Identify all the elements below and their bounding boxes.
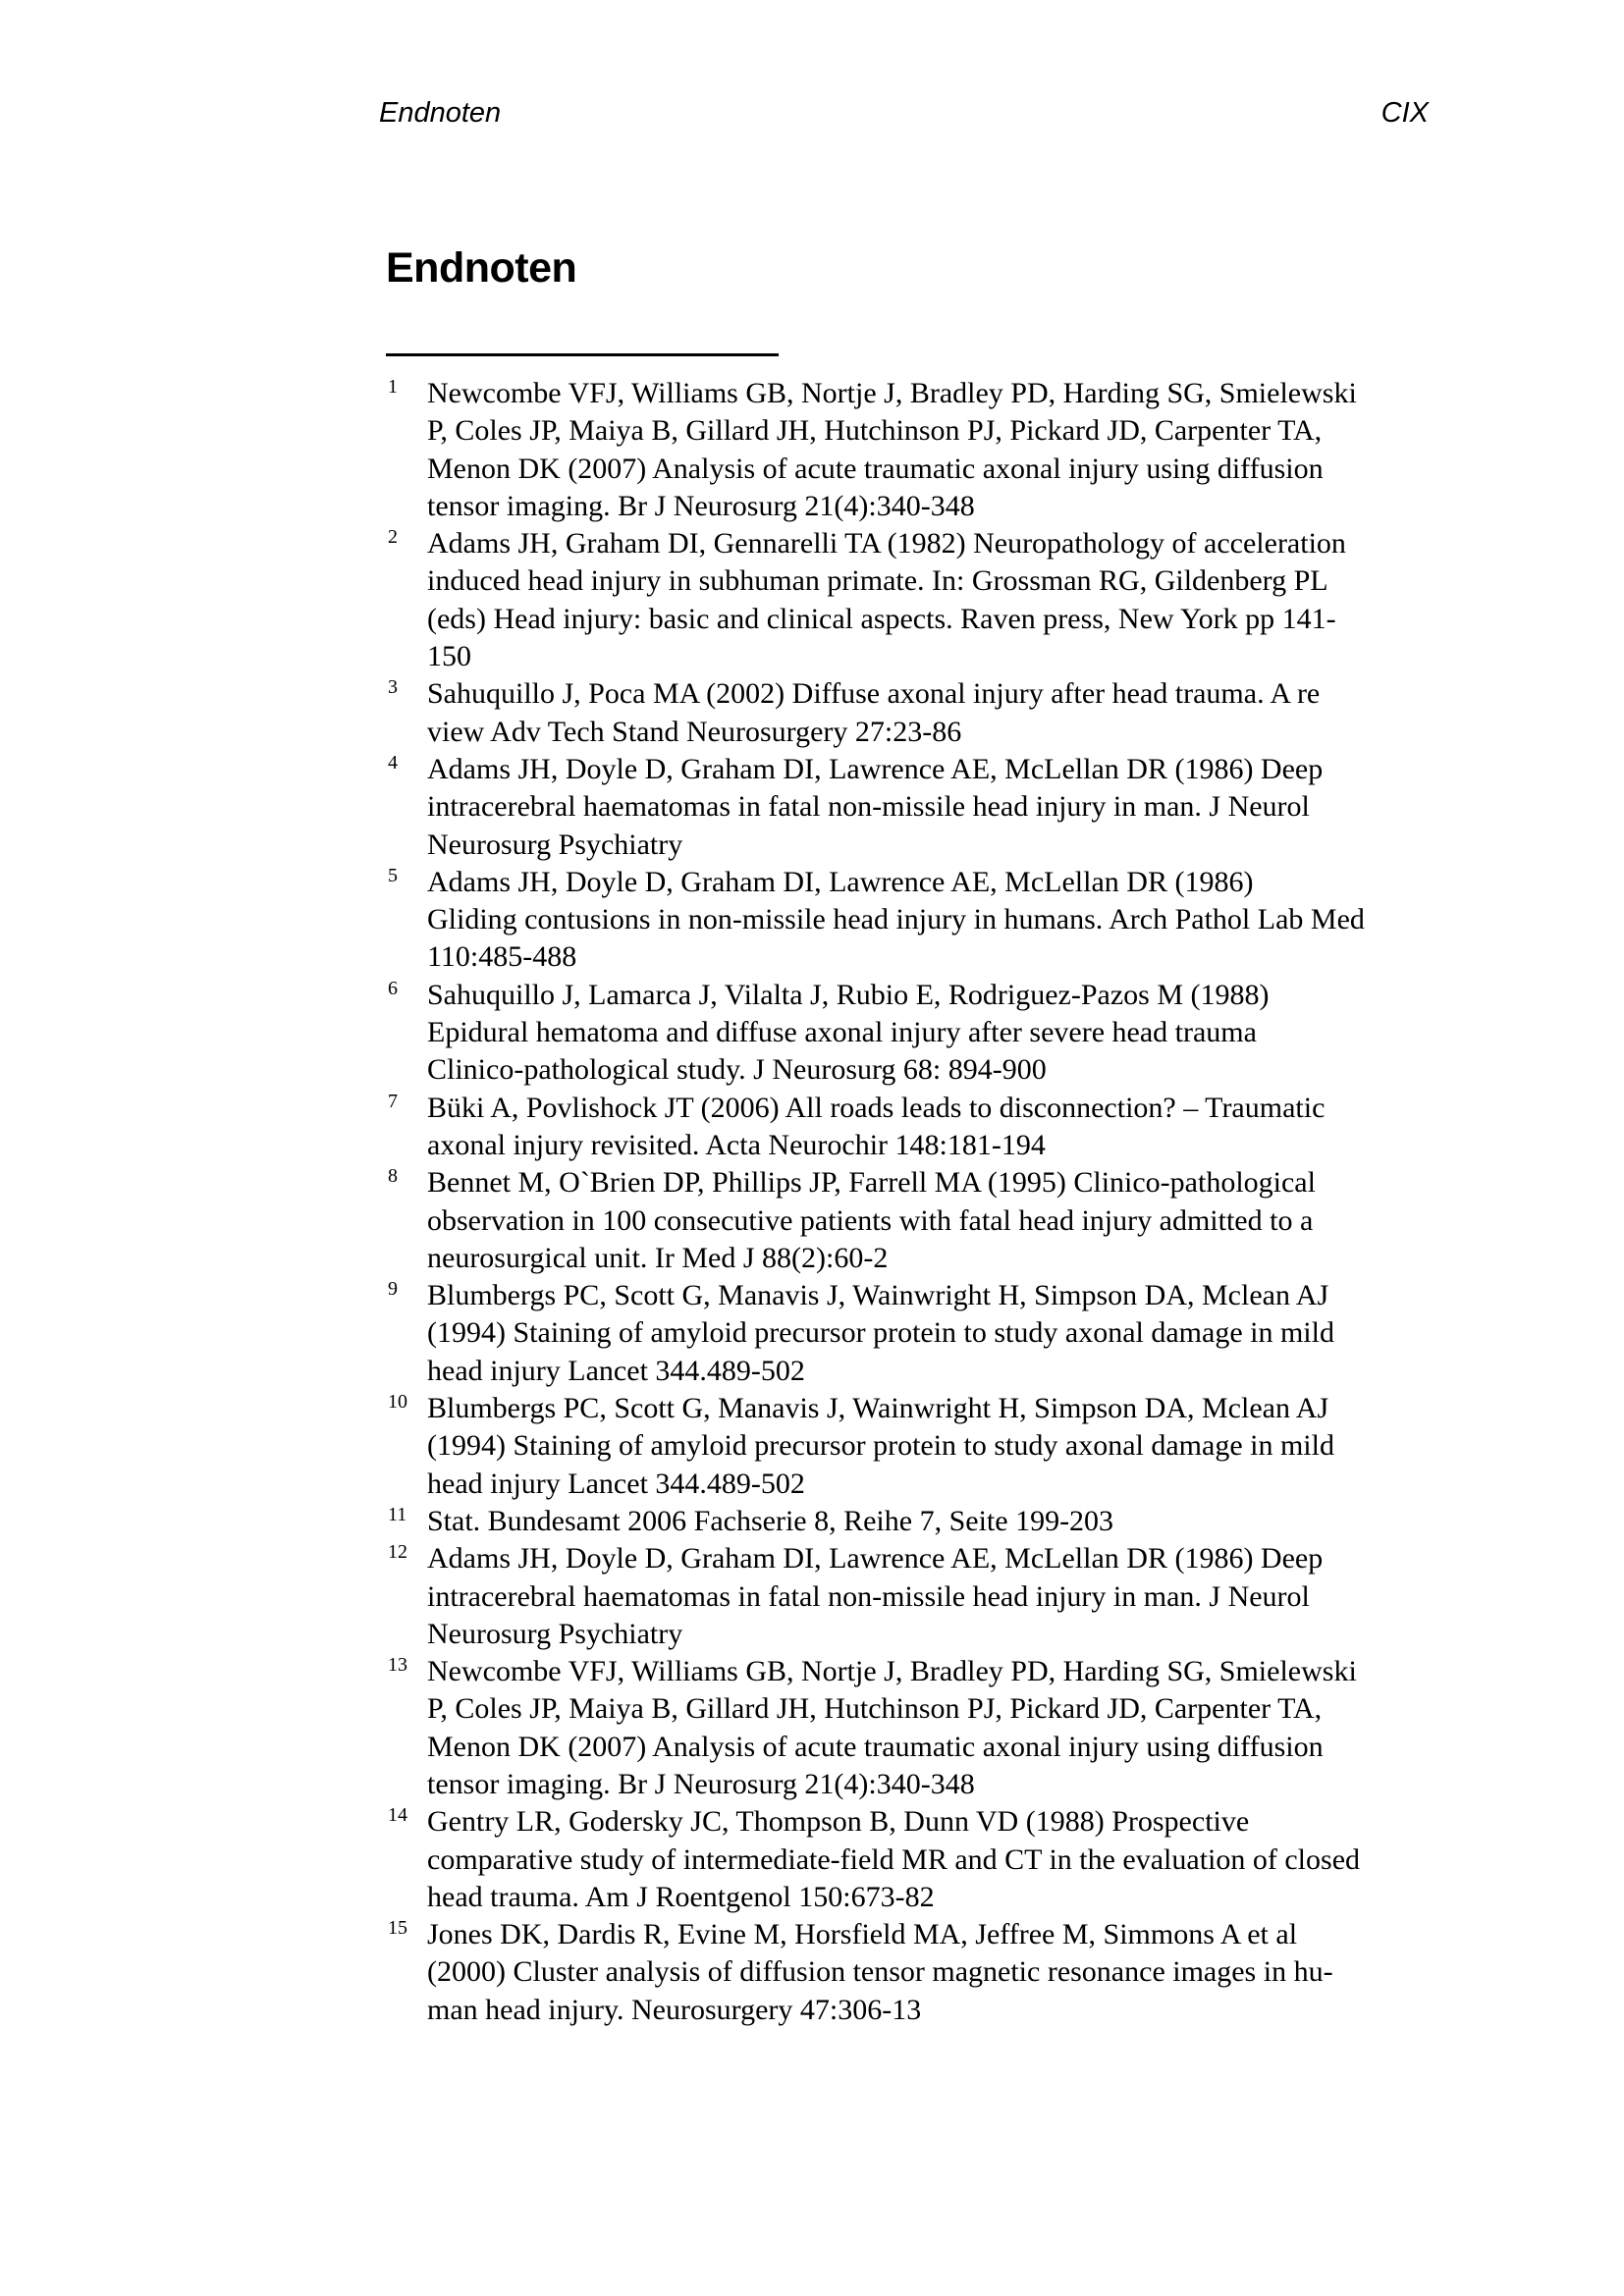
endnote-number: 6 [388, 977, 398, 999]
endnote-line: 150 [427, 640, 471, 673]
endnote-number: 12 [388, 1541, 407, 1564]
endnote [388, 1503, 1497, 1540]
endnote-line: P, Coles JP, Maiya B, Gillard JH, Hutchinson PJ, Pickard JD, Carpenter TA, [427, 414, 1323, 448]
endnote-number: 2 [388, 526, 398, 549]
endnote-line: Sahuquillo J, Lamarca J, Vilalta J, Rubio E, Rodriguez-Pazos M (1988) [427, 978, 1270, 1011]
endnote-line: observation in 100 consecutive patients with fatal head injury admitted to a [427, 1203, 1314, 1237]
endnote-line: (eds) Head injury: basic and clinical aspects. Raven press, New York pp 141- [427, 602, 1336, 635]
endnote-line: neurosurgical unit. Ir Med J 88(2):60-2 [427, 1241, 889, 1274]
endnote-line: 110:485-488 [427, 940, 577, 974]
endnote [388, 977, 1497, 1090]
endnote [388, 375, 1497, 525]
endnote-line: tensor imaging. Br J Neurosurg 21(4):340-348 [427, 1767, 975, 1800]
endnote-line: axonal injury revisited. Acta Neurochir 148:181-194 [427, 1128, 1046, 1161]
endnote-line: Sahuquillo J, Poca MA (2002) Diffuse axonal injury after head trauma. A re [427, 677, 1321, 711]
endnote-line: intracerebral haematomas in fatal non-missile head injury in man. J Neurol [427, 790, 1310, 824]
endnote [388, 1803, 1497, 1916]
endnote-line: Büki A, Povlishock JT (2006) All roads leads to disconnection? – Traumatic [427, 1091, 1326, 1124]
endnote [388, 751, 1497, 864]
endnote-number: 3 [388, 676, 398, 699]
endnote-number: 9 [388, 1278, 398, 1301]
endnote-line: Gentry LR, Godersky JC, Thompson B, Dunn VD (1988) Prospective [427, 1805, 1250, 1839]
endnote-line: head trauma. Am J Roentgenol 150:673-82 [427, 1880, 935, 1913]
endnote-line: Blumbergs PC, Scott G, Manavis J, Wainwright H, Simpson DA, Mclean AJ [427, 1279, 1329, 1312]
endnote-line: man head injury. Neurosurgery 47:306-13 [427, 1993, 922, 2026]
endnote-line: head injury Lancet 344.489-502 [427, 1467, 805, 1500]
endnote [388, 675, 1497, 751]
endnote [388, 525, 1497, 675]
running-header-page-number: CIX [1380, 97, 1429, 129]
endnote-line: intracerebral haematomas in fatal non-missile head injury in man. J Neurol [427, 1579, 1310, 1613]
endnote-line: (1994) Staining of amyloid precursor protein to study axonal damage in mild [427, 1316, 1334, 1350]
endnote-number: 5 [388, 864, 398, 886]
endnote-line: Adams JH, Graham DI, Gennarelli TA (1982) Neuropathology of acceleration [427, 527, 1346, 561]
title-rule-divider [386, 353, 779, 356]
endnote-line: tensor imaging. Br J Neurosurg 21(4):340-348 [427, 489, 975, 522]
endnote-number: 10 [388, 1391, 407, 1414]
endnote-line: Adams JH, Doyle D, Graham DI, Lawrence AE, McLellan DR (1986) Deep [427, 1542, 1324, 1575]
endnote [388, 1164, 1497, 1277]
endnote-line: view Adv Tech Stand Neurosurgery 27:23-86 [427, 715, 962, 748]
running-header-title: Endnoten [379, 97, 502, 129]
endnote-line: (1994) Staining of amyloid precursor protein to study axonal damage in mild [427, 1429, 1334, 1463]
endnote-number: 14 [388, 1804, 407, 1827]
endnote-line: (2000) Cluster analysis of diffusion tensor magnetic resonance images in hu- [427, 1955, 1333, 1989]
endnote-number: 1 [388, 376, 398, 398]
endnote [388, 1090, 1497, 1165]
endnote [388, 864, 1497, 977]
endnote-line: Menon DK (2007) Analysis of acute traumatic axonal injury using diffusion [427, 1730, 1324, 1763]
endnote-line: Epidural hematoma and diffuse axonal injury after severe head trauma [427, 1016, 1257, 1049]
endnote-line: Bennet M, O`Brien DP, Phillips JP, Farrell MA (1995) Clinico-pathological [427, 1166, 1316, 1200]
endnote-number: 8 [388, 1165, 398, 1188]
endnote-line: Neurosurg Psychiatry [427, 1617, 683, 1650]
endnote-line: Blumbergs PC, Scott G, Manavis J, Wainwright H, Simpson DA, Mclean AJ [427, 1392, 1329, 1425]
endnote-line: comparative study of intermediate-field MR and CT in the evaluation of closed [427, 1842, 1361, 1876]
endnote-line: Menon DK (2007) Analysis of acute traumatic axonal injury using diffusion [427, 452, 1324, 485]
section-title: Endnoten [386, 244, 577, 292]
endnote [388, 1277, 1497, 1390]
endnote-number: 7 [388, 1090, 398, 1112]
endnote-line: Clinico-pathological study. J Neurosurg 68: 894-900 [427, 1053, 1047, 1087]
endnotes-list [388, 375, 1497, 2029]
endnote-line: Adams JH, Doyle D, Graham DI, Lawrence AE, McLellan DR (1986) [427, 865, 1254, 898]
endnote-line: Gliding contusions in non-missile head injury in humans. Arch Pathol Lab Med [427, 903, 1365, 936]
endnote-line: Newcombe VFJ, Williams GB, Nortje J, Bradley PD, Harding SG, Smielewski [427, 377, 1357, 409]
endnote-number: 11 [388, 1503, 407, 1525]
endnote-line: head injury Lancet 344.489-502 [427, 1354, 805, 1387]
endnote-line: Adams JH, Doyle D, Graham DI, Lawrence AE, McLellan DR (1986) Deep [427, 752, 1324, 785]
endnote [388, 1540, 1497, 1653]
endnote-line: Newcombe VFJ, Williams GB, Nortje J, Bradley PD, Harding SG, Smielewski [427, 1655, 1357, 1688]
endnote-line: Jones DK, Dardis R, Evine M, Horsfield MA, Jeffree M, Simmons A et al [427, 1918, 1298, 1951]
endnote-line: P, Coles JP, Maiya B, Gillard JH, Hutchinson PJ, Pickard JD, Carpenter TA, [427, 1692, 1323, 1726]
endnote-line: Neurosurg Psychiatry [427, 828, 683, 861]
endnote-line: induced head injury in subhuman primate. In: Grossman RG, Gildenberg PL [427, 564, 1328, 598]
endnote-number: 4 [388, 751, 398, 774]
endnote [388, 1390, 1497, 1503]
endnote-number: 15 [388, 1917, 407, 1940]
endnote-number: 13 [388, 1654, 407, 1677]
endnote [388, 1916, 1497, 2029]
endnote-line: Stat. Bundesamt 2006 Fachserie 8, Reihe 7, Seite 199-203 [427, 1504, 1114, 1537]
endnote [388, 1653, 1497, 1803]
